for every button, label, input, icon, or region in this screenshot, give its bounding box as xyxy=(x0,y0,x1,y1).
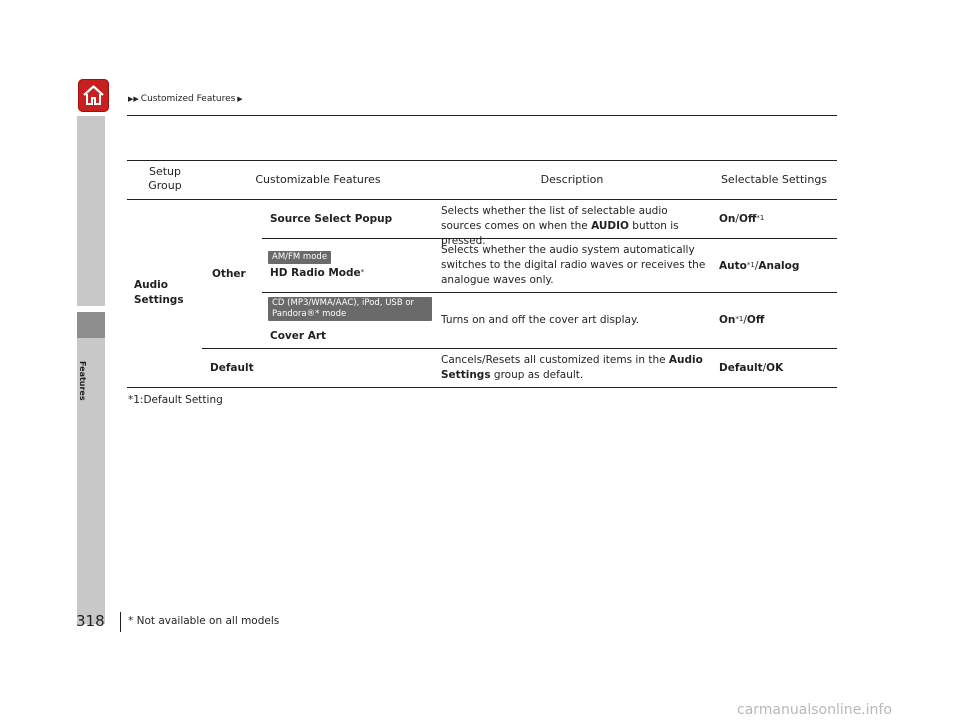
setup-group-audio-settings: Audio Settings xyxy=(134,279,184,306)
feature-hd-radio-mode: HD Radio Mode* xyxy=(270,267,365,279)
table-rule-row xyxy=(262,292,837,293)
feature-source-select-popup: Source Select Popup xyxy=(270,213,393,225)
footer-divider xyxy=(120,612,121,632)
table-rule-header xyxy=(127,199,837,200)
feature-cover-art: Cover Art xyxy=(270,330,327,342)
breadcrumb-arrow-icon: ▶ xyxy=(237,95,243,103)
breadcrumb xyxy=(128,94,243,104)
description-default: Cancels/Resets all customized items in the Audio Settings group as default. xyxy=(441,354,703,381)
description-hd-radio-mode: Selects whether the audio system automatically switches to the digital radio waves or receives the analogue waves only. xyxy=(441,244,706,286)
mode-tag-cd-ipod-usb-pandora: CD (MP3/WMA/AAC), iPod, USB or Pandora®* mode xyxy=(268,297,432,321)
header-customizable-features: Customizable Features xyxy=(255,173,381,186)
breadcrumb-arrow-icon: ▶▶ xyxy=(128,95,139,103)
header-description: Description xyxy=(540,173,604,186)
side-tab-label: Features xyxy=(78,361,87,401)
header-rule xyxy=(127,115,837,116)
table-rule-top xyxy=(127,160,837,161)
page-number: 318 xyxy=(76,612,105,630)
setting-hd-radio-mode: Auto$^{*1}$/Analog xyxy=(719,260,800,272)
description-source-select-popup: Selects whether the list of selectable audio sources comes on when the AUDIO button is pressed. xyxy=(441,205,679,247)
availability-note: * Not available on all models xyxy=(128,615,280,627)
table-rule-row xyxy=(202,348,837,349)
setting-source-select-popup: On/Off$^{*1}$ xyxy=(719,213,765,225)
table-rule-bottom xyxy=(127,387,837,388)
home-button[interactable] xyxy=(78,79,109,112)
default-setting-footnote: *1:Default Setting xyxy=(128,394,223,406)
description-cover-art: Turns on and off the cover art display. xyxy=(441,314,639,326)
home-icon xyxy=(81,83,106,108)
side-tab-active[interactable] xyxy=(77,312,105,338)
header-setup-group: Setup Group xyxy=(148,165,182,192)
setting-cover-art: On$^{*1}$/Off xyxy=(719,314,765,326)
watermark: carmanualsonline.info xyxy=(737,702,892,718)
subgroup-other: Other xyxy=(212,268,246,280)
setting-default: Default/OK xyxy=(719,362,784,374)
side-tab-bar xyxy=(77,116,105,306)
breadcrumb-link[interactable]: Customized Features xyxy=(140,94,236,104)
feature-default: Default xyxy=(210,362,254,374)
mode-tag-am-fm: AM/FM mode xyxy=(268,251,331,264)
header-selectable-settings: Selectable Settings xyxy=(720,173,828,186)
